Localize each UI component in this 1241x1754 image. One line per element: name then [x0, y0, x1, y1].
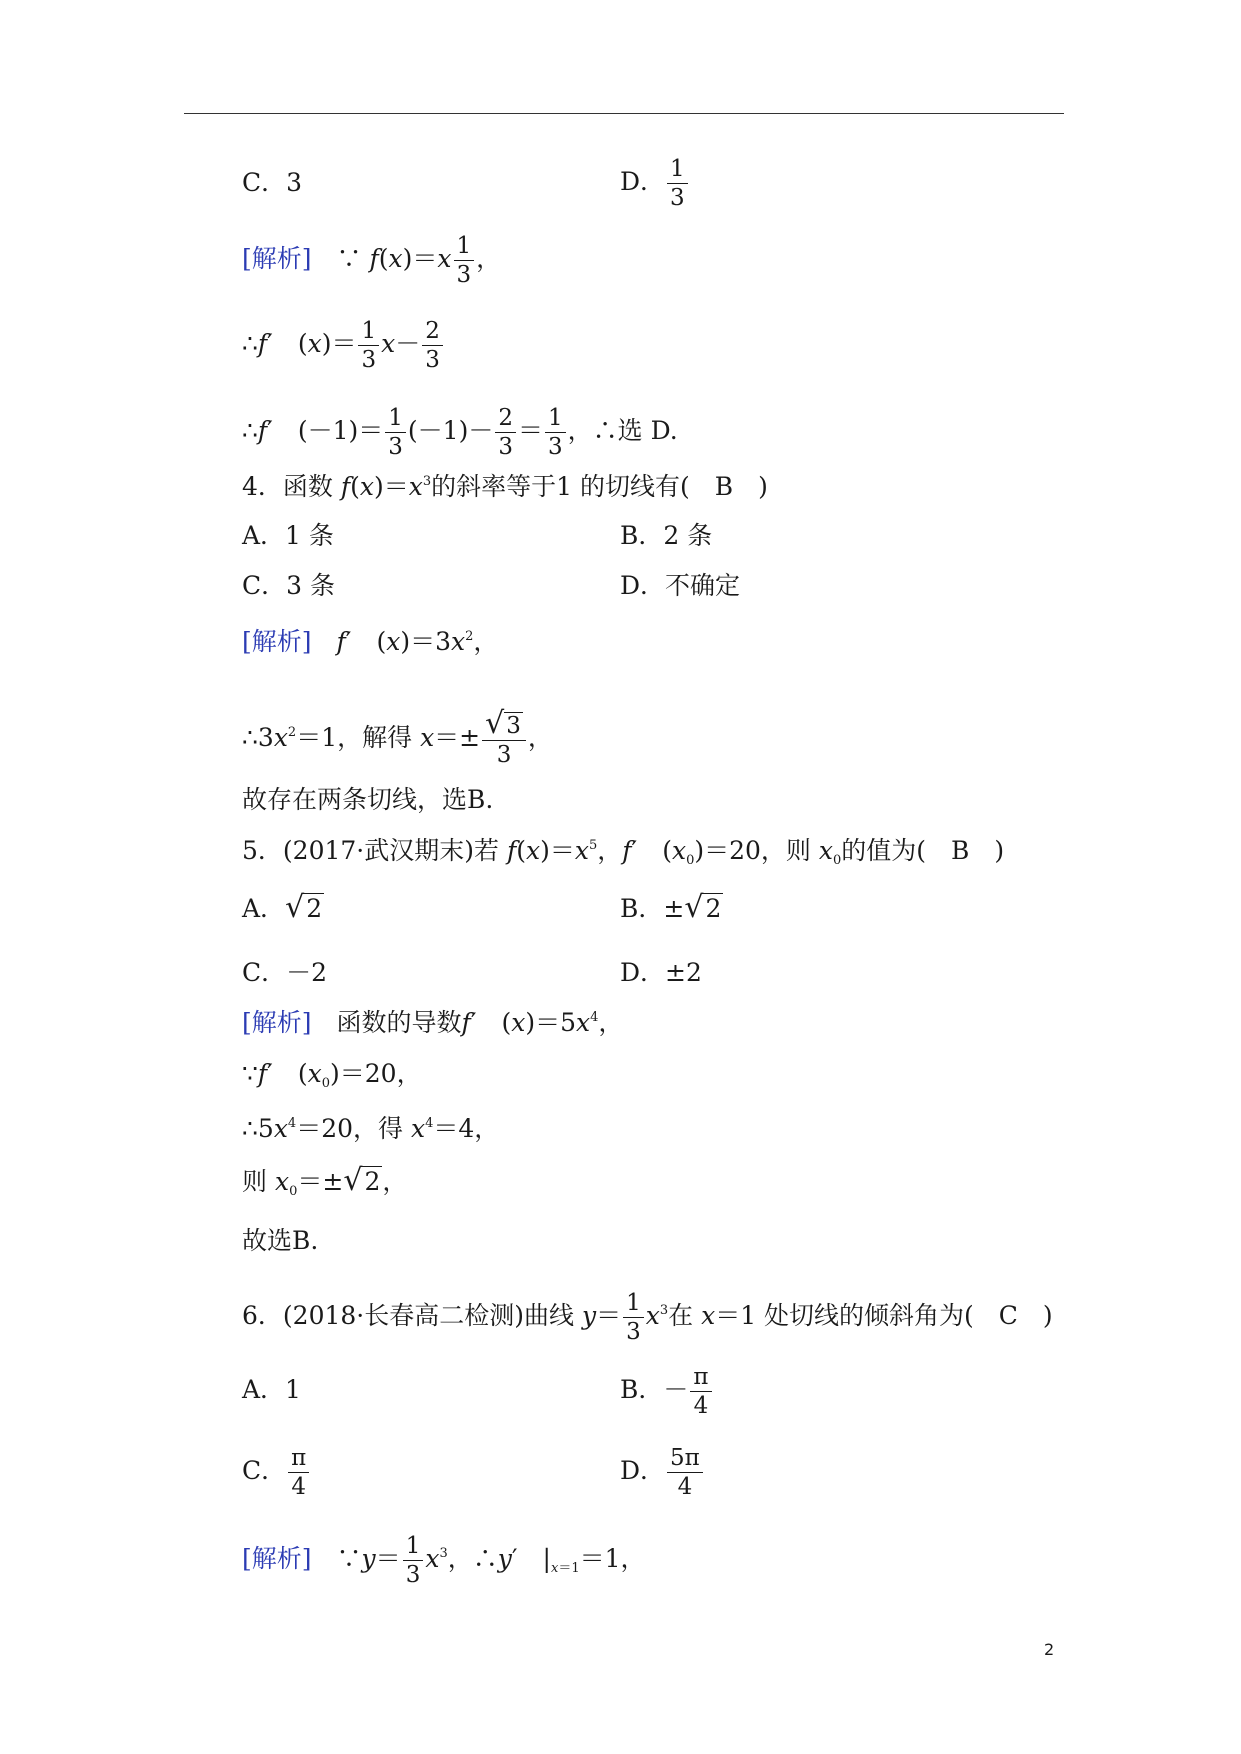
q5-solution-line-3: $\therefore 5x^4=20$，得 $x^4=4$， [242, 1114, 500, 1143]
q5-solution-line-4: 则 $x_0=\pm√2$， [242, 1163, 408, 1199]
solution-tag: [解析] [242, 244, 312, 273]
q5-option-a: A．√2 [242, 890, 323, 925]
q4-solution-line-2: $\therefore 3x^2=1$，解得 x＝± $\frac{√3}{3}$ ， [242, 706, 553, 768]
q4-solution-line-1: [解析] f′ $(x)=3x^2$， [242, 627, 499, 656]
q6-option-b: B．－ $\frac{\pi}{4}$ [620, 1365, 714, 1418]
q5-conclusion: 故选B. [242, 1226, 319, 1255]
q3-option-d: D． $\frac{1}{3}$ [620, 157, 690, 210]
q3-option-c: C．3 [242, 168, 303, 197]
page-number: 2 [1044, 1640, 1055, 1659]
q5-option-c: C．－2 [242, 958, 328, 987]
q4-option-a: A．1 条 [242, 521, 334, 550]
q5-stem: 5．(2017·武汉期末)若 $f(x)=x^5$，f′ $(x_0)=20$，则 $x_0$的值为( B ) [242, 836, 1005, 868]
header-rule [184, 113, 1064, 114]
q5-option-b: B．±√2 [620, 890, 722, 925]
q6-option-a: A．1 [242, 1375, 301, 1404]
q4-option-c: C．3 条 [242, 571, 335, 600]
solution-tag: [解析] [242, 627, 312, 656]
q5-option-d: D．±2 [620, 958, 702, 987]
q6-solution-line-1: [解析] ∵y＝ $\frac{1}{3}$ $x^3$，∴y′ $|_{x=1}=1$， [242, 1533, 646, 1588]
q6-option-c: C． $\frac{\pi}{4}$ [242, 1446, 311, 1499]
q5-solution-line-2: ∵f′ $(x_0)=20$， [242, 1059, 422, 1091]
solution-tag: [解析] [242, 1544, 312, 1573]
solution-tag: [解析] [242, 1008, 312, 1037]
q3-solution-line-2: ∴f′ (x)＝ $\frac{1}{3}$ x－ $\frac{2}{3}$ [242, 319, 445, 372]
q5-solution-line-1: [解析] 函数的导数f′ $(x)=5x^4$， [242, 1008, 624, 1037]
q6-option-d: D． $\frac{5\pi}{4}$ [620, 1446, 705, 1499]
q4-conclusion: 故存在两条切线，选B. [242, 785, 494, 814]
q6-stem: 6．(2018·长春高二检测)曲线 y＝ $\frac{1}{3}$ $x^3$在 x＝1 处切线的倾斜角为( C ) [242, 1290, 1053, 1345]
q3-solution-line-1: [解析] ∵ f(x)＝x $\frac{1}{3}$ ， [242, 233, 502, 288]
q4-stem: 4．函数 $f(x)=x^3$的斜率等于1 的切线有( B ) [242, 472, 768, 501]
q4-option-b: B．2 条 [620, 521, 713, 550]
q4-option-d: D．不确定 [620, 571, 741, 600]
q3-solution-line-3: ∴f′ (－1)＝ $\frac{1}{3}$ (－1)－ $\frac{2}{3}$ ＝ $\frac{1}{3}$ ，∴选 D. [242, 405, 678, 460]
